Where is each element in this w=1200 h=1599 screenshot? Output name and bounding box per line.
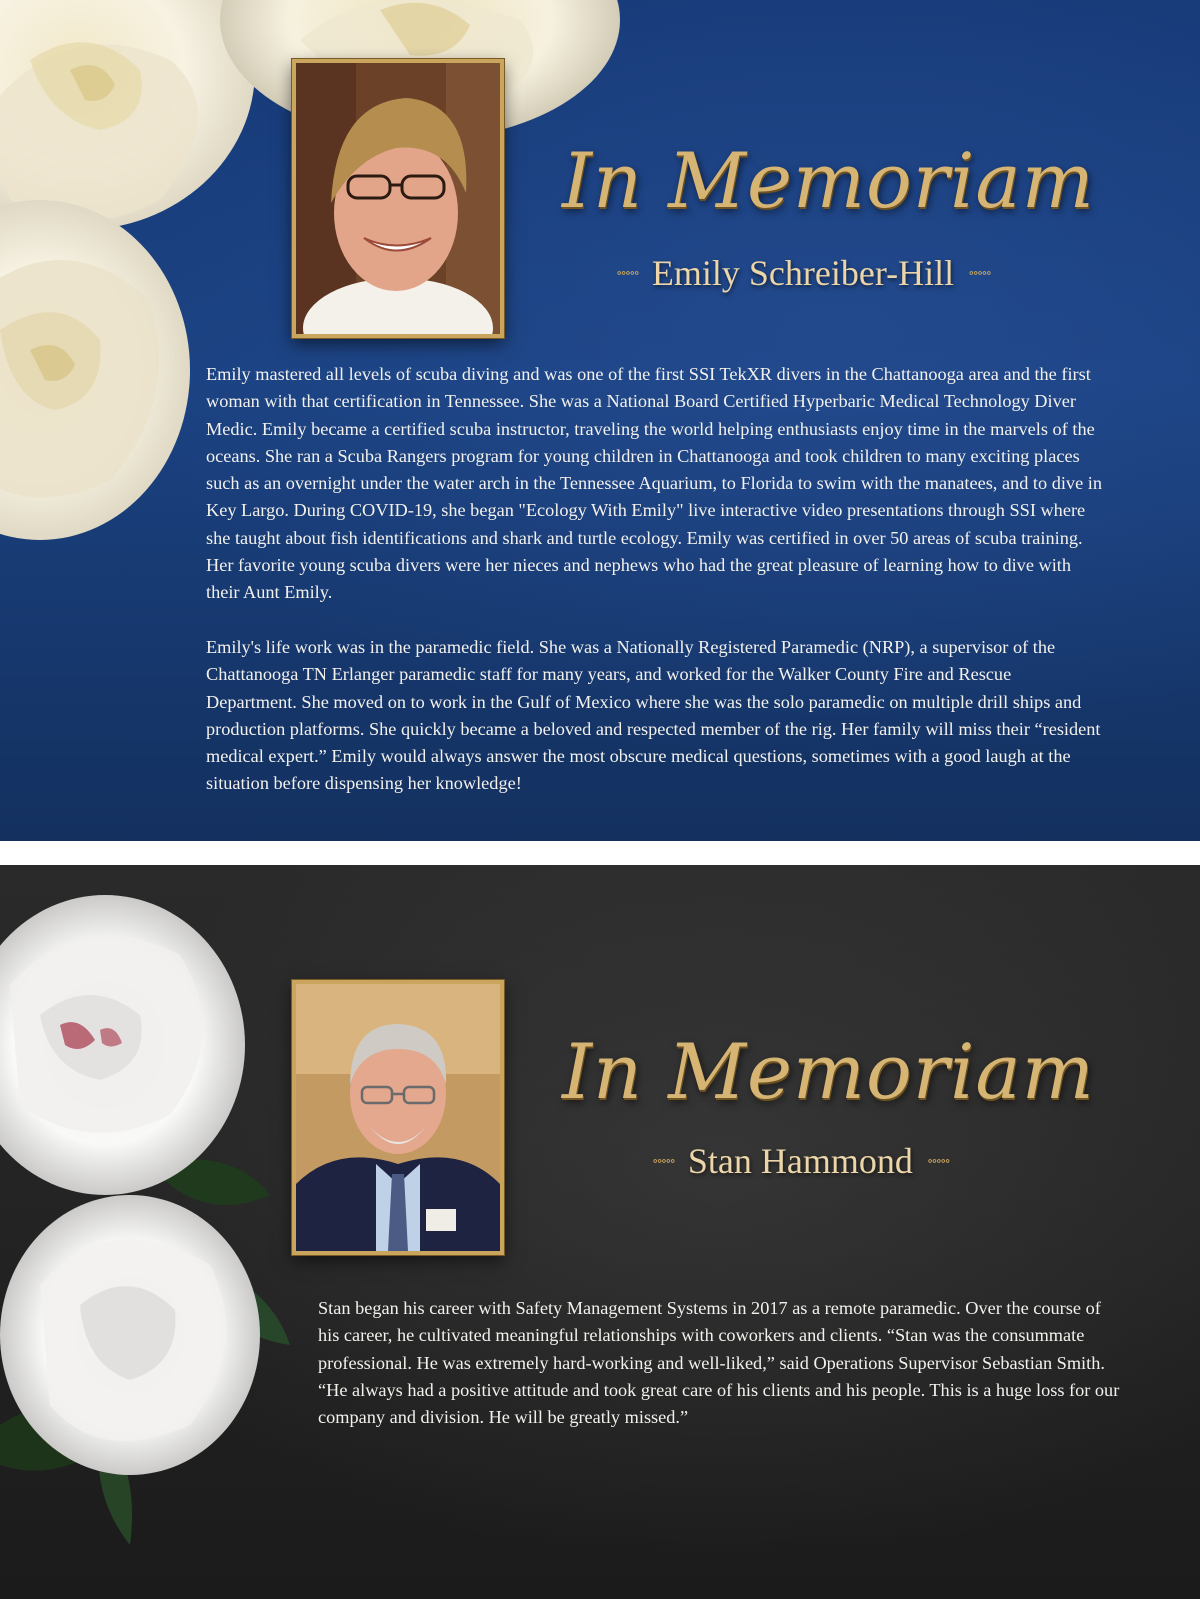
portrait-photo-frame — [292, 59, 504, 338]
portrait-photo — [296, 63, 500, 334]
memorial-name: Stan Hammond — [687, 1141, 913, 1181]
portrait-photo-frame — [292, 980, 504, 1255]
memorial-paragraph: Stan began his career with Safety Management Systems in 2017 as a remote paramedic. Over the course of his career, he cultivated meaningful relationships with coworkers and clients. “Stan was the consummate professional. He was extremely hard-working and well-liked,” said Operations Supervisor Sebastian Smith. “He always had a positive attitude and took great care of his clients and his people. This is a huge loss for our company and division. He will be greatly missed.” — [318, 1298, 1120, 1428]
ornament-right-icon: ∘∘∘∘∘ — [926, 1153, 949, 1168]
in-memoriam-heading: In Memoriam — [562, 136, 1095, 225]
ornament-left-icon: ∘∘∘∘∘ — [652, 1153, 674, 1168]
memorial-name-row — [652, 1140, 949, 1182]
ornament-left-icon: ∘∘∘∘∘ — [616, 265, 638, 280]
memorial-paragraph: Emily's life work was in the paramedic field. She was a Nationally Registered Paramedic (NRP), a supervisor of the Chattanooga TN Erlanger paramedic staff for many years, and worked for the Walker County Fire and Rescue Department. She moved on to work in the Gulf of Mexico where she was the solo paramedic on multiple drill ships and production platforms. She quickly became a beloved and respected member of the rig. Her family will miss their “resident medical expert.” Emily would always answer the most obscure medical questions, sometimes with a good laugh at the situation before dispensing her knowledge! — [206, 637, 1101, 794]
memorial-paragraph: Emily mastered all levels of scuba diving and was one of the first SSI TekXR divers in the Chattanooga area and the first woman with that certification in Tennessee. She was a National Board Certified Hyperbaric Medical Technology Diver Medic. Emily became a certified scuba instructor, traveling the world helping enthusiasts enjoy time in the marvels of the oceans. She ran a Scuba Rangers program for young children in Chattanooga and took children to many exciting places such as an overnight under the water arch in the Tennessee Aquarium, to Florida to swim with the manatees, and to dive in Key Largo. During COVID-19, she began "Ecology With Emily" live interactive video presentations through SSI where she taught about fish identifications and shark and turtle ecology. Emily was certified in over 50 areas of scuba training. Her favorite young scuba divers were her nieces and nephews who had the great pleasure of learning how to dive with their Aunt Emily. — [206, 364, 1102, 603]
portrait-photo — [296, 984, 500, 1251]
memorial-stan — [0, 865, 1200, 1599]
in-memoriam-heading: In Memoriam — [562, 1027, 1095, 1116]
memorial-name: Emily Schreiber-Hill — [651, 253, 955, 293]
white-peonies-decoration — [0, 865, 300, 1599]
ornament-right-icon: ∘∘∘∘∘ — [968, 265, 990, 280]
memorial-name-row — [616, 252, 990, 294]
